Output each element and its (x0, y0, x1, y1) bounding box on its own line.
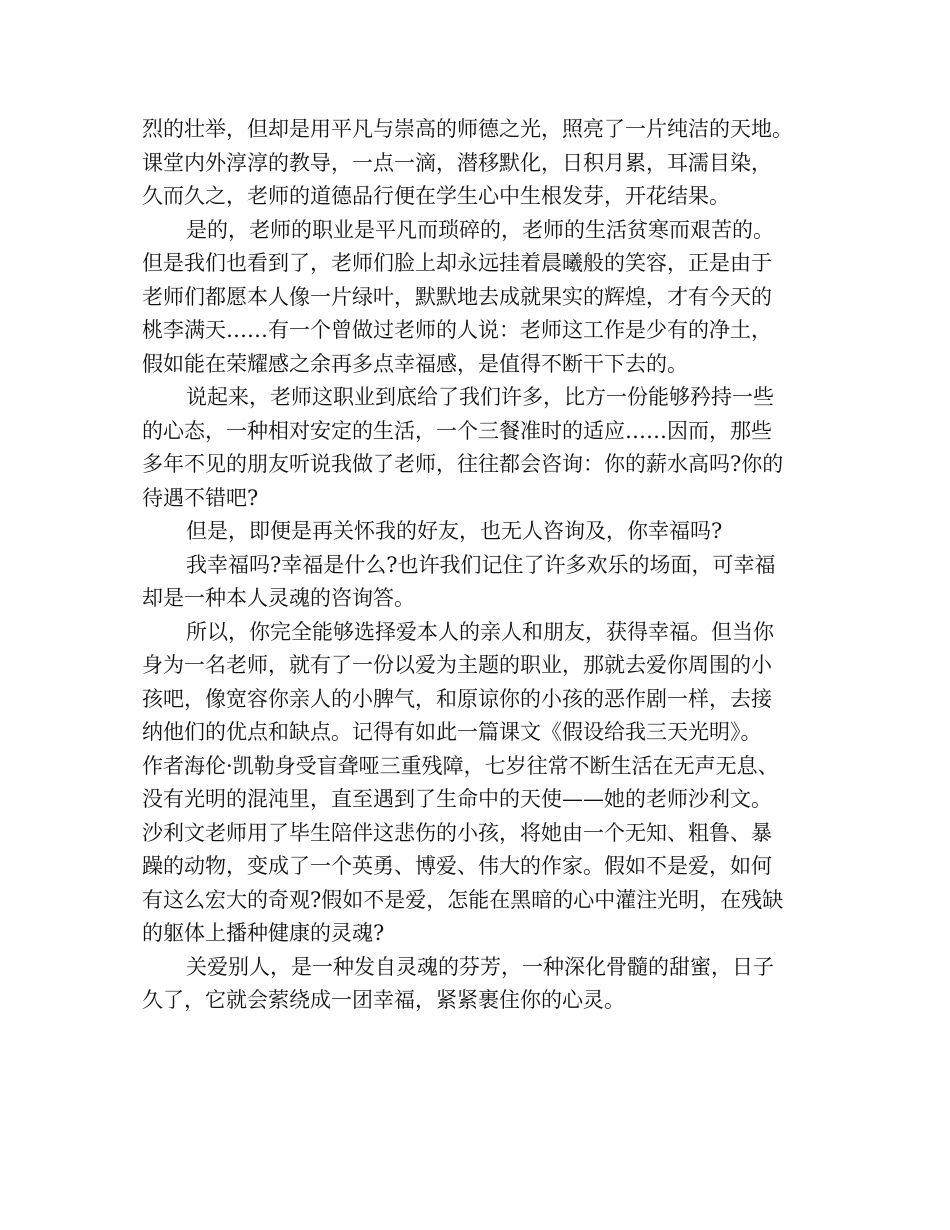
text-line: 久了，它就会萦绕成一团幸福，紧紧裹住你的心灵。 (142, 988, 625, 1012)
paragraph (142, 214, 832, 382)
text-line: 纳他们的优点和缺点。记得有如此一篇课文《假设给我三天光明》。 (142, 720, 762, 744)
text-line: 沙利文老师用了毕生陪伴这悲伤的小孩，将她由一个无知、粗鲁、暴 (142, 820, 772, 845)
text-line: 的心态，一种相对安定的生活，一个三餐准时的适应……因而，那些 (142, 418, 772, 443)
text-line: 是的，老师的职业是平凡而琐碎的，老师的生活贫寒而艰苦的。 (186, 217, 774, 242)
text-line: 关爱别人，是一种发自灵魂的芬芳，一种深化骨髓的甜蜜，日子 (186, 954, 774, 979)
text-line: 说起来，老师这职业到底给了我们许多，比方一份能够矜持一些 (186, 385, 774, 409)
paragraph (142, 951, 832, 1018)
text-line: 作者海伦·凯勒身受盲聋哑三重残障，七岁往常不断生活在无声无息、 (142, 753, 779, 778)
text-line: 有这么宏大的奇观?假如不是爱，怎能在黑暗的心中灌注光明，在残缺 (142, 887, 784, 912)
paragraph (142, 616, 832, 951)
text-line: 躁的动物，变成了一个英勇、博爱、伟大的作家。假如不是爱，如何 (142, 854, 772, 878)
text-line: 桃李满天……有一个曾做过老师的人说：老师这工作是少有的净土， (142, 318, 772, 342)
text-line: 却是一种本人灵魂的咨询答。 (142, 586, 415, 610)
text-line: 的躯体上播种健康的灵魂? (142, 921, 385, 945)
text-line: 多年不见的朋友听说我做了老师，往往都会咨询：你的薪水高吗?你的 (142, 452, 784, 476)
text-line: 身为一名老师，就有了一份以爱为主题的职业，那就去爱你周围的小 (142, 653, 772, 677)
text-line: 久而久之，老师的道德品行便在学生心中生根发芽，开花结果。 (142, 184, 730, 208)
text-line: 烈的壮举，但却是用平凡与崇高的师德之光，照亮了一片纯洁的天地。 (142, 117, 793, 141)
paragraph-continuation (142, 113, 832, 214)
text-line: 孩吧，像宽容你亲人的小脾气，和原谅你的小孩的恶作剧一样，去接 (142, 686, 772, 711)
text-line: 没有光明的混沌里，直至遇到了生命中的天使——她的老师沙利文。 (142, 787, 772, 811)
text-line: 但是，即便是再关怀我的好友，也无人咨询及，你幸福吗? (186, 519, 723, 543)
text-line: 我幸福吗?幸福是什么?也许我们记住了许多欢乐的场面，可幸福 (186, 552, 776, 577)
document-body (142, 113, 832, 1018)
text-line: 假如能在荣耀感之余再多点幸福感，是值得不断干下去的。 (142, 351, 688, 376)
paragraph (142, 515, 832, 549)
paragraph (142, 381, 832, 515)
text-line: 但是我们也看到了，老师们脸上却永远挂着晨曦般的笑容，正是由于 (142, 251, 772, 275)
text-line: 所以，你完全能够选择爱本人的亲人和朋友，获得幸福。但当你 (186, 619, 774, 644)
text-line: 待遇不错吧? (142, 485, 259, 510)
text-line: 老师们都愿本人像一片绿叶，默默地去成就果实的辉煌，才有今天的 (142, 284, 772, 309)
text-line: 课堂内外淳淳的教导，一点一滴，潜移默化，日积月累，耳濡目染， (142, 150, 772, 175)
paragraph (142, 549, 832, 616)
